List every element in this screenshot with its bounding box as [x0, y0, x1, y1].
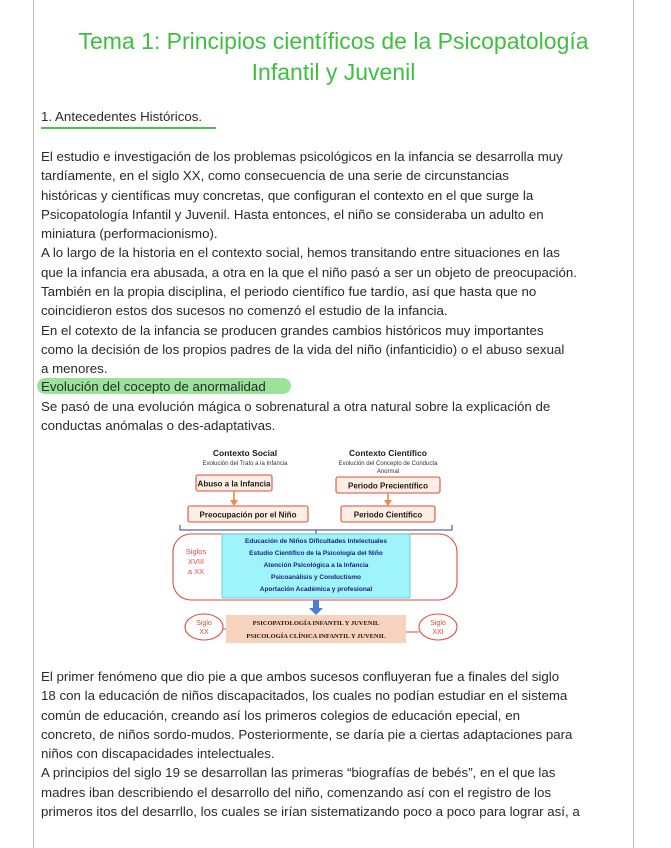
bottom-line-2: PSICOLOGÍA CLÍNICA INFANTIL Y JUVENIL: [246, 633, 386, 640]
text-line: El primer fenómeno que dio pie a que ambos sucesos confluyeran fue a finales del siglo: [41, 669, 560, 684]
text-line: común de educación, creando así los primeros colegios de educación epecial, en: [41, 707, 520, 723]
cyan-item-3: Atención Psicológica a la Infancia: [263, 562, 369, 569]
text-line: que la infancia era abusada, a otra en la que el niño pasó a ser un objeto de preocupación.: [41, 264, 577, 280]
section-heading: 1. Antecedentes Históricos.: [41, 109, 203, 124]
siglo-xx-label-1: Siglo: [196, 620, 212, 627]
box-preocupacion-label: Preocupación por el Niño: [199, 510, 297, 520]
cyan-item-2: Estudio Científico de la Psicología del Niño: [249, 550, 383, 557]
text-line: 18 con la educación de niños discapacitados, los cuales no podían estudiar en el sistema: [41, 688, 568, 704]
right-column-title: Contexto Científico: [349, 448, 427, 458]
left-border: [33, 0, 34, 848]
paragraph-block-bottom: [41, 667, 631, 821]
siglo-xx-label-2: XX: [199, 629, 209, 636]
box-abuso-label: Abuso a la Infancia: [197, 479, 271, 489]
arrow-right-head: [384, 500, 392, 506]
siglo-xxi-label-1: Siglo: [430, 620, 446, 627]
text-line: conductas anómalas o des-adaptativas.: [41, 418, 276, 434]
section-underline: [41, 127, 216, 129]
box-cientifico-label: Periodo Científico: [353, 510, 423, 520]
text-line: tardíamente, en el siglo XX, como consecuencia de una serie de circunstancias: [41, 168, 509, 184]
siglos-label-1: Siglos: [185, 547, 207, 556]
text-line: En el cotexto de la infancia se producen grandes cambios históricos muy importantes: [41, 322, 544, 338]
blue-arrow-head: [309, 608, 323, 615]
text-line: a menores.: [41, 361, 108, 377]
arrow-left-head: [230, 500, 238, 506]
bottom-line-1: PSICOPATOLOGÍA INFANTIL Y JUVENIL: [252, 620, 380, 627]
bracket: [180, 525, 452, 530]
text-line: como la decisión de los propios padres de la vida del niño (infanticidio) o el abuso sexual: [41, 341, 565, 357]
siglo-xxi-label-2: XXI: [432, 629, 444, 636]
right-column-subtitle-1: Evolución del Concepto de Conducta: [338, 461, 438, 467]
siglo-xx-ellipse: [185, 614, 223, 640]
text-line: Psicopatología Infantil y Juvenil. Hasta entonces, el niño se consideraba un adulto en: [41, 206, 544, 222]
subheading: Evolución del cocepto de anormalidad: [41, 379, 266, 394]
blue-arrow-shaft: [313, 600, 319, 609]
right-column-subtitle-2: Anormal: [376, 469, 400, 475]
left-column-title: Contexto Social: [212, 448, 278, 458]
cyan-item-5: Aportación Académica y profesional: [259, 586, 373, 593]
text-line: A lo largo de la historia en el contexto social, hemos transitando entre situaciones en las: [41, 245, 560, 261]
text-line: coincidieron estos dos sucesos no comenzó el estudio de la infancia.: [41, 303, 448, 319]
text-line: concreto, de niños sordo-mudos. Posteriormente, se daría pie a ciertas adaptaciones para: [41, 726, 573, 742]
text-line: A principios del siglo 19 se desarrollan las primeras “biografías de bebés”, en el que las: [41, 765, 556, 781]
title-line-1: Tema 1: Principios científicos de la Psicopatología: [78, 28, 589, 54]
siglos-label-2: XVIII: [187, 557, 205, 566]
paragraph-block-top: [41, 147, 631, 379]
cyan-item-4: Psicoanálisis y Conductismo: [271, 574, 361, 581]
text-line: históricas y científicas muy concretas, que configuran el contexto en el que surge la: [41, 187, 534, 203]
page-title: [34, 26, 633, 88]
paragraph-block-mid: [41, 397, 631, 436]
text-line: niños con discapacidades intelectuales.: [41, 746, 275, 762]
text-line: El estudio e investigación de los problemas psicológicos en la infancia se desarrolla muy: [41, 149, 563, 164]
left-column-subtitle: Evolución del Trato a la Infancia: [202, 461, 288, 467]
title-line-2: Infantil y Juvenil: [251, 59, 416, 85]
text-line: madres iban describiendo el desarrollo del niño, comenzando así con el registro de los: [41, 784, 552, 800]
text-line: miniatura (performacionismo).: [41, 226, 218, 242]
right-border: [633, 0, 634, 848]
box-precientifico-label: Periodo Precientífico: [347, 481, 429, 491]
siglo-xxi-ellipse: [419, 614, 457, 640]
text-line: primeros itos del desarrllo, los cuales se irían sistematizando poco a poco para lograr así, a: [41, 804, 580, 820]
history-diagram: [170, 442, 464, 646]
text-line: Se pasó de una evolución mágica o sobrenatural a otra natural sobre la explicación de: [41, 399, 551, 414]
text-line: También en la propia disciplina, el periodo científico fue tardío, así que hasta que no: [41, 284, 537, 300]
cyan-item-1: Educación de Niños Dificultades Intelectuales: [245, 538, 387, 545]
siglos-label-3: a XX: [187, 567, 205, 576]
